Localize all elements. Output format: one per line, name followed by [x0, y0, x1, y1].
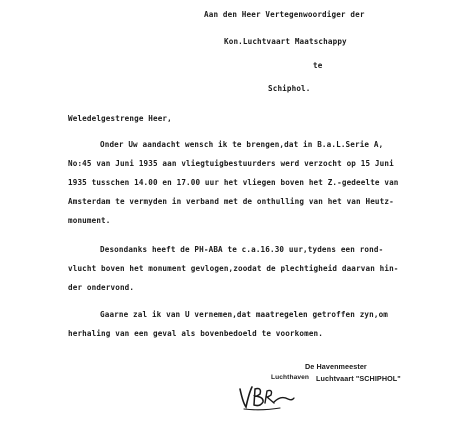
body-p2-line-3: der ondervond. — [68, 283, 135, 292]
stamp-prefix: Luchthaven — [271, 374, 310, 381]
address-line-3: te — [313, 61, 323, 70]
signature-mark — [236, 381, 296, 411]
salutation: Weledelgestrenge Heer, — [68, 114, 172, 123]
body-p1-line-5: monument. — [68, 216, 111, 225]
body-p1-line-3: 1935 tusschen 14.00 en 17.00 uur het vliegen boven het Z.-gedeelte van — [68, 178, 399, 187]
body-p1-line-1: Onder Uw aandacht wensch ik te brengen,dat in B.a.L.Serie A, — [100, 140, 384, 149]
body-p2-line-1: Desondanks heeft de PH-ABA te c.a.16.30 uur,tydens een rond- — [100, 245, 384, 254]
body-p2-line-2: vlucht boven het monument gevlogen,zoodat de plechtigheid daarvan hin- — [68, 264, 399, 273]
body-p1-line-2: No:45 van Juni 1935 aan vliegtuigbestuurders werd verzocht op 15 Juni — [68, 159, 394, 168]
body-p3-line-2: herhaling van een geval als bovenbedoeld te voorkomen. — [68, 329, 323, 338]
body-p3-line-1: Gaarne zal ik van U vernemen,dat maatregelen getroffen zyn,om — [100, 310, 389, 319]
stamp-organisation: Luchtvaart "SCHIPHOL" — [316, 374, 401, 383]
stamp-title: De Havenmeester — [305, 362, 367, 371]
address-line-4: Schiphol. — [268, 84, 311, 93]
address-line-1: Aan den Heer Vertegenwoordiger der — [204, 10, 365, 19]
body-p1-line-4: Amsterdam te vermyden in verband met de onthulling van het van Heutz- — [68, 197, 394, 206]
address-line-2: Kon.Luchtvaart Maatschappy — [224, 37, 347, 46]
